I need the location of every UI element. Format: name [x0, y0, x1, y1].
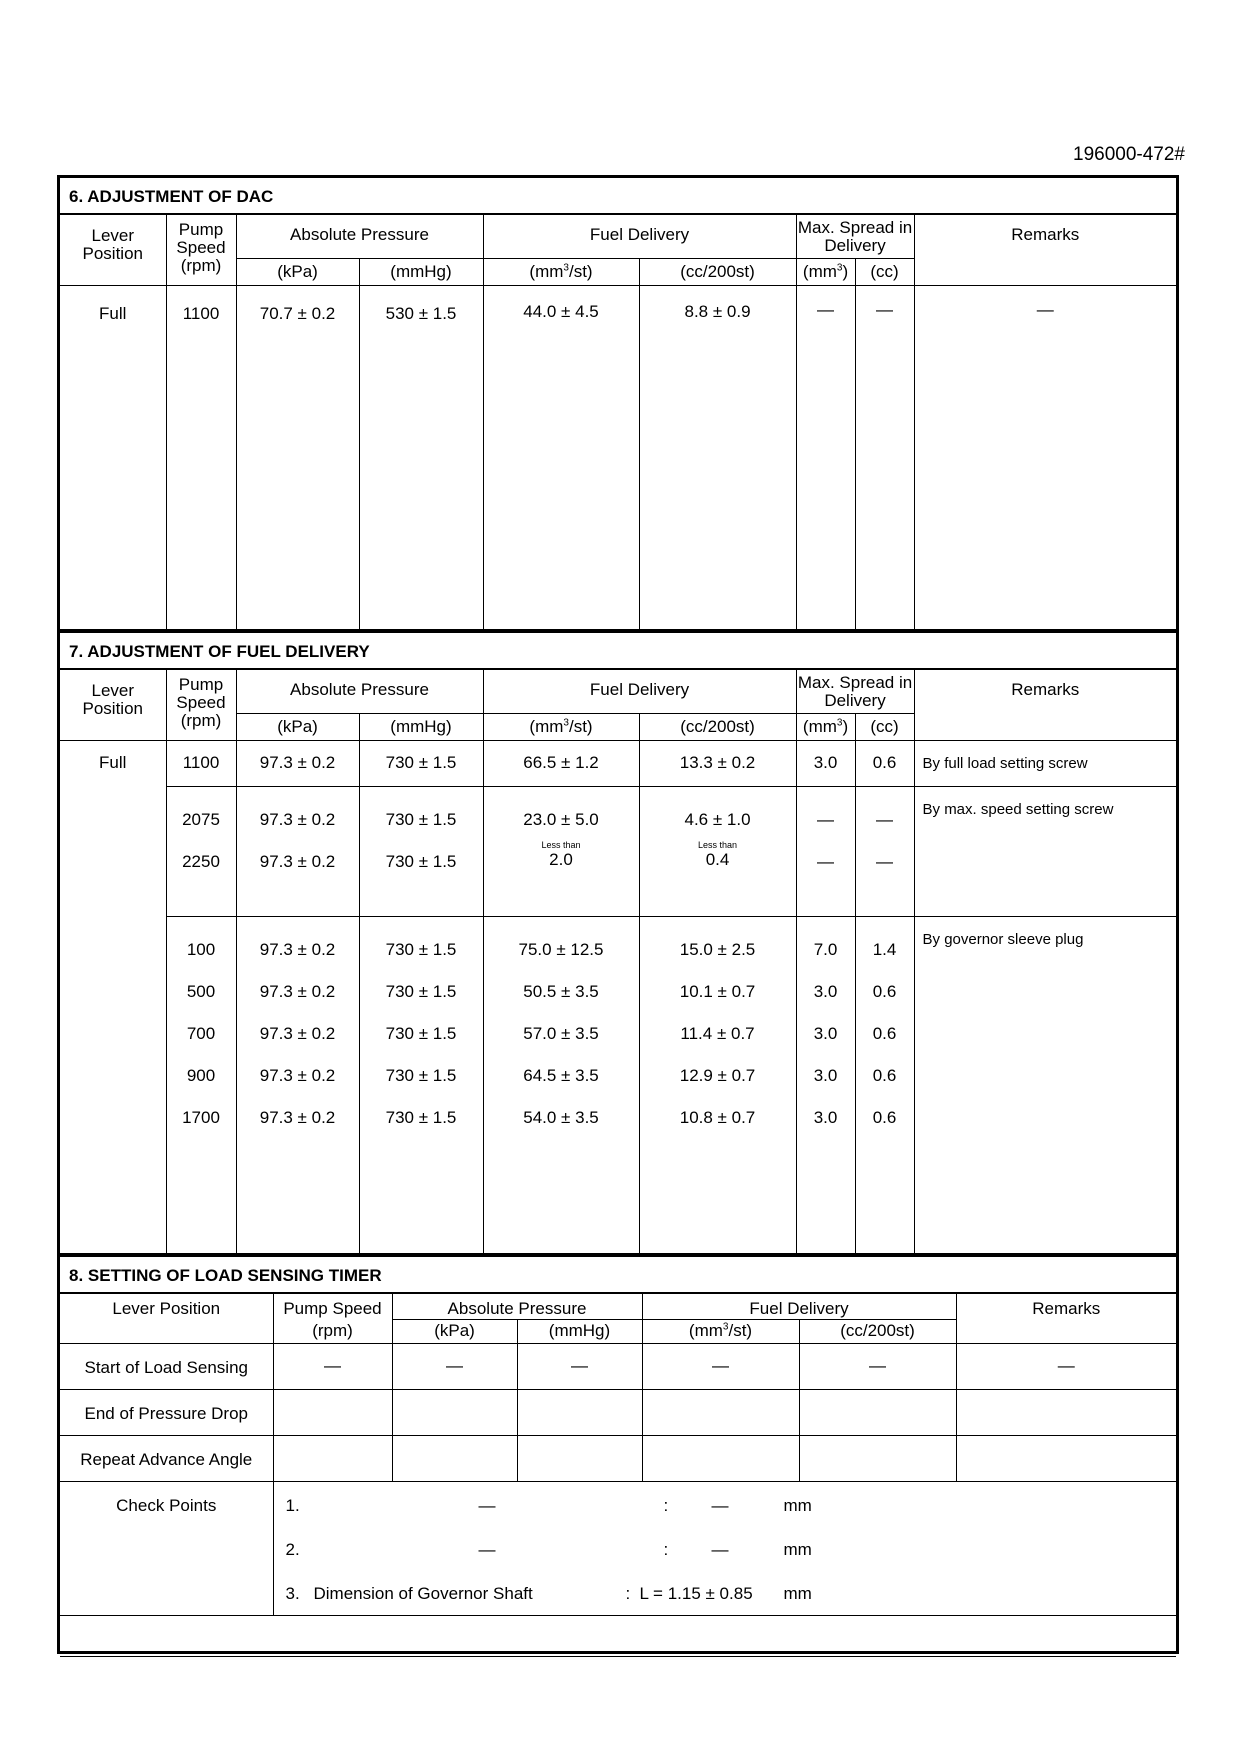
section-load-sensing-timer	[60, 1254, 1176, 1651]
timer-mmhg	[517, 1436, 642, 1482]
fuel-mmhg-group	[359, 917, 483, 1254]
less-than-note: Less than	[697, 840, 738, 850]
fuel-delivery-table	[60, 669, 1176, 1254]
section-dac	[60, 178, 1176, 630]
check-point-name: —	[478, 1496, 496, 1515]
unit-cc-per-200st: (cc/200st)	[639, 259, 796, 286]
fuel-cc200: 11.4 ± 0.7	[680, 1024, 755, 1043]
check-points-list	[273, 1482, 1176, 1616]
unit-mm3-per-stroke: $(mm^3/st)$	[642, 1320, 799, 1344]
fuel-mm3st: 50.5 ± 3.5	[523, 982, 599, 1001]
fuel-cc200-group	[639, 917, 796, 1254]
unit-kpa: (kPa)	[236, 714, 359, 741]
timer-kpa: —	[392, 1344, 517, 1390]
fuel-kpa: 97.3 ± 0.2	[236, 741, 359, 787]
fuel-cc200: 10.8 ± 0.7	[679, 1108, 756, 1127]
fuel-spread-cc: —	[876, 852, 894, 871]
header-absolute-pressure: Absolute Pressure	[236, 670, 483, 714]
header-absolute-pressure: Absolute Pressure	[236, 215, 483, 259]
fuel-cc200: 12.9 ± 0.7	[679, 1066, 756, 1085]
timer-row-label: Start of Load Sensing	[60, 1344, 273, 1390]
fuel-kpa: 97.3 ± 0.2	[259, 852, 336, 871]
check-point-num: 1.	[285, 1496, 300, 1515]
fuel-mm3st: 54.0 ± 3.5	[523, 1108, 599, 1127]
fuel-speed: 100	[186, 940, 216, 959]
fuel-speed: 2075	[182, 810, 220, 829]
fuel-mmhg: 730 ± 1.5	[385, 1024, 457, 1043]
timer-remarks	[956, 1390, 1176, 1436]
fuel-kpa-group	[236, 917, 359, 1254]
header-lever-position: Lever Position	[60, 1294, 273, 1344]
unit-kpa: (kPa)	[236, 259, 359, 286]
fuel-mmhg: 730 ± 1.5	[385, 1066, 457, 1085]
fuel-spread-mm3: 3.0	[813, 1024, 838, 1043]
fuel-cc200: 13.3 ± 0.2	[639, 741, 796, 787]
fuel-mm3st: 23.0 ± 5.0	[523, 810, 599, 829]
fuel-mmhg: 730 ± 1.5	[359, 741, 483, 787]
timer-remarks: —	[956, 1344, 1176, 1390]
header-fuel-delivery: Fuel Delivery	[483, 670, 796, 714]
fuel-spread-mm3: 3.0	[813, 1108, 838, 1127]
fuel-mmhg-group	[359, 787, 483, 917]
fuel-spread-cc-group	[855, 787, 914, 917]
unit-mmhg: (mmHg)	[359, 259, 483, 286]
less-than-note: Less than	[541, 840, 581, 850]
timer-cc200: —	[799, 1344, 956, 1390]
fuel-spread-mm3: —	[817, 852, 835, 871]
dac-cc200: 8.8 ± 0.9	[639, 286, 796, 630]
timer-mmhg: —	[517, 1344, 642, 1390]
check-point-colon: :	[663, 1540, 669, 1559]
fuel-mmhg: 730 ± 1.5	[385, 940, 457, 959]
fuel-mm3st: 64.5 ± 3.5	[523, 1066, 599, 1085]
dac-spread-mm3: —	[796, 286, 855, 630]
blank-footer-row	[60, 1616, 1176, 1657]
timer-row-label: Repeat Advance Angle	[60, 1436, 273, 1482]
fuel-mmhg: 730 ± 1.5	[385, 982, 457, 1001]
fuel-speed: 1700	[182, 1108, 220, 1127]
section-title-fuel-delivery: 7. ADJUSTMENT OF FUEL DELIVERY	[60, 633, 1176, 669]
fuel-kpa: 97.3 ± 0.2	[259, 1024, 336, 1043]
timer-speed: —	[273, 1344, 392, 1390]
fuel-spread-mm3: —	[817, 810, 835, 829]
unit-cc: (cc)	[855, 259, 914, 286]
fuel-speed-group	[166, 787, 236, 917]
unit-kpa: (kPa)	[392, 1320, 517, 1344]
unit-rpm: (rpm)	[273, 1320, 392, 1344]
header-remarks: Remarks	[914, 215, 1176, 286]
fuel-kpa: 97.3 ± 0.2	[259, 982, 336, 1001]
header-fuel-delivery: Fuel Delivery	[483, 215, 796, 259]
fuel-spread-cc: 0.6	[855, 741, 914, 787]
header-lever-position: Lever Position	[60, 215, 166, 286]
dac-mm3st: 44.0 ± 4.5	[483, 286, 639, 630]
unit-mm3-per-stroke: $(mm^3/st)$	[483, 714, 639, 741]
fuel-kpa: 97.3 ± 0.2	[259, 1108, 336, 1127]
fuel-spread-mm3: 3.0	[813, 982, 838, 1001]
fuel-kpa-group	[236, 787, 359, 917]
timer-row-label: End of Pressure Drop	[60, 1390, 273, 1436]
fuel-mm3st: 57.0 ± 3.5	[523, 1024, 599, 1043]
header-pump-speed: Pump Speed (rpm)	[166, 670, 236, 741]
check-point-unit: mm	[783, 1540, 812, 1559]
fuel-speed: 500	[186, 982, 216, 1001]
fuel-remarks: By full load setting screw	[914, 741, 1176, 787]
fuel-spread-mm3: 3.0	[796, 741, 855, 787]
document-number: 196000-472#	[1073, 144, 1185, 165]
unit-cc: (cc)	[855, 714, 914, 741]
fuel-cc200: 0.4	[705, 850, 730, 869]
fuel-mmhg: 730 ± 1.5	[385, 1108, 457, 1127]
dac-spread-cc: —	[855, 286, 914, 630]
fuel-speed: 700	[186, 1024, 216, 1043]
fuel-mmhg: 730 ± 1.5	[385, 810, 457, 829]
load-sensing-table	[60, 1293, 1176, 1657]
check-point-name: —	[478, 1540, 496, 1559]
header-remarks: Remarks	[914, 670, 1176, 741]
dac-lever: Full	[60, 286, 166, 630]
timer-mm3st: —	[642, 1344, 799, 1390]
fuel-spread-mm3-group	[796, 787, 855, 917]
check-point-colon: :	[663, 1496, 669, 1515]
section-title-dac: 6. ADJUSTMENT OF DAC	[60, 178, 1176, 214]
check-point-unit: mm	[783, 1584, 812, 1603]
header-remarks: Remarks	[956, 1294, 1176, 1344]
fuel-spread-mm3: 3.0	[813, 1066, 838, 1085]
fuel-spread-cc: 0.6	[872, 982, 897, 1001]
check-point-unit: mm	[783, 1496, 812, 1515]
unit-mmhg: (mmHg)	[359, 714, 483, 741]
fuel-spread-mm3-group	[796, 917, 855, 1254]
spec-sheet-frame	[57, 175, 1179, 1654]
section-title-load-sensing-timer: 8. SETTING OF LOAD SENSING TIMER	[60, 1257, 1176, 1293]
unit-mmhg: (mmHg)	[517, 1320, 642, 1344]
check-points-label: Check Points	[60, 1482, 273, 1616]
fuel-spread-cc: 1.4	[872, 940, 897, 959]
fuel-speed: 1100	[166, 741, 236, 787]
unit-cc-per-200st: (cc/200st)	[639, 714, 796, 741]
dac-remarks: —	[914, 286, 1176, 630]
timer-cc200	[799, 1436, 956, 1482]
fuel-speed: 900	[186, 1066, 216, 1085]
fuel-spread-cc: —	[876, 810, 894, 829]
timer-mm3st	[642, 1390, 799, 1436]
header-lever-position: Lever Position	[60, 670, 166, 741]
fuel-mm3st: 2.0	[549, 850, 573, 869]
unit-mm3-per-stroke: $(mm^3/st)$	[483, 259, 639, 286]
check-point-name: Dimension of Governor Shaft	[313, 1584, 533, 1603]
fuel-remarks: By max. speed setting screw	[914, 787, 1176, 917]
fuel-kpa: 97.3 ± 0.2	[259, 1066, 336, 1085]
timer-mm3st	[642, 1436, 799, 1482]
timer-speed	[273, 1390, 392, 1436]
unit-mm3: $(mm^3)$	[796, 714, 855, 741]
check-point-value: L = 1.15 ± 0.85	[639, 1584, 753, 1603]
timer-cc200	[799, 1390, 956, 1436]
dac-mmhg: 530 ± 1.5	[359, 286, 483, 630]
timer-kpa	[392, 1436, 517, 1482]
fuel-spread-mm3: 7.0	[813, 940, 838, 959]
dac-table	[60, 214, 1176, 630]
fuel-lever: Full	[60, 741, 166, 1254]
fuel-spread-cc: 0.6	[872, 1066, 897, 1085]
fuel-spread-cc: 0.6	[872, 1024, 897, 1043]
fuel-cc200: 4.6 ± 1.0	[684, 810, 751, 829]
fuel-speed-group	[166, 917, 236, 1254]
unit-mm3: $(mm^3)$	[796, 259, 855, 286]
fuel-cc200: 10.1 ± 0.7	[679, 982, 756, 1001]
check-point-value: —	[711, 1540, 729, 1559]
fuel-mm3st-group	[483, 917, 639, 1254]
fuel-mm3st: 66.5 ± 1.2	[483, 741, 639, 787]
fuel-speed: 2250	[182, 852, 220, 871]
dac-speed: 1100	[166, 286, 236, 630]
header-fuel-delivery: Fuel Delivery	[642, 1294, 956, 1320]
header-pump-speed: Pump Speed (rpm)	[166, 215, 236, 286]
fuel-remarks: By governor sleeve plug	[914, 917, 1176, 1254]
fuel-cc200-group	[639, 787, 796, 917]
fuel-cc200: 15.0 ± 2.5	[679, 940, 756, 959]
fuel-mmhg: 730 ± 1.5	[385, 852, 457, 871]
header-absolute-pressure: Absolute Pressure	[392, 1294, 642, 1320]
check-point-num: 2.	[285, 1540, 300, 1559]
timer-speed	[273, 1436, 392, 1482]
unit-cc-per-200st: (cc/200st)	[799, 1320, 956, 1344]
timer-kpa	[392, 1390, 517, 1436]
header-max-spread: Max. Spread in Delivery	[796, 670, 914, 714]
timer-remarks	[956, 1436, 1176, 1482]
section-fuel-delivery	[60, 630, 1176, 1254]
check-point-num: 3.	[285, 1584, 300, 1603]
timer-mmhg	[517, 1390, 642, 1436]
header-pump-speed: Pump Speed	[273, 1294, 392, 1320]
check-point-colon: :	[625, 1584, 631, 1603]
check-point-value: —	[711, 1496, 729, 1515]
fuel-kpa: 97.3 ± 0.2	[259, 810, 336, 829]
fuel-mm3st-group	[483, 787, 639, 917]
fuel-spread-cc-group	[855, 917, 914, 1254]
header-max-spread: Max. Spread in Delivery	[796, 215, 914, 259]
dac-kpa: 70.7 ± 0.2	[236, 286, 359, 630]
fuel-spread-cc: 0.6	[872, 1108, 897, 1127]
fuel-mm3st: 75.0 ± 12.5	[518, 940, 604, 959]
fuel-kpa: 97.3 ± 0.2	[259, 940, 336, 959]
